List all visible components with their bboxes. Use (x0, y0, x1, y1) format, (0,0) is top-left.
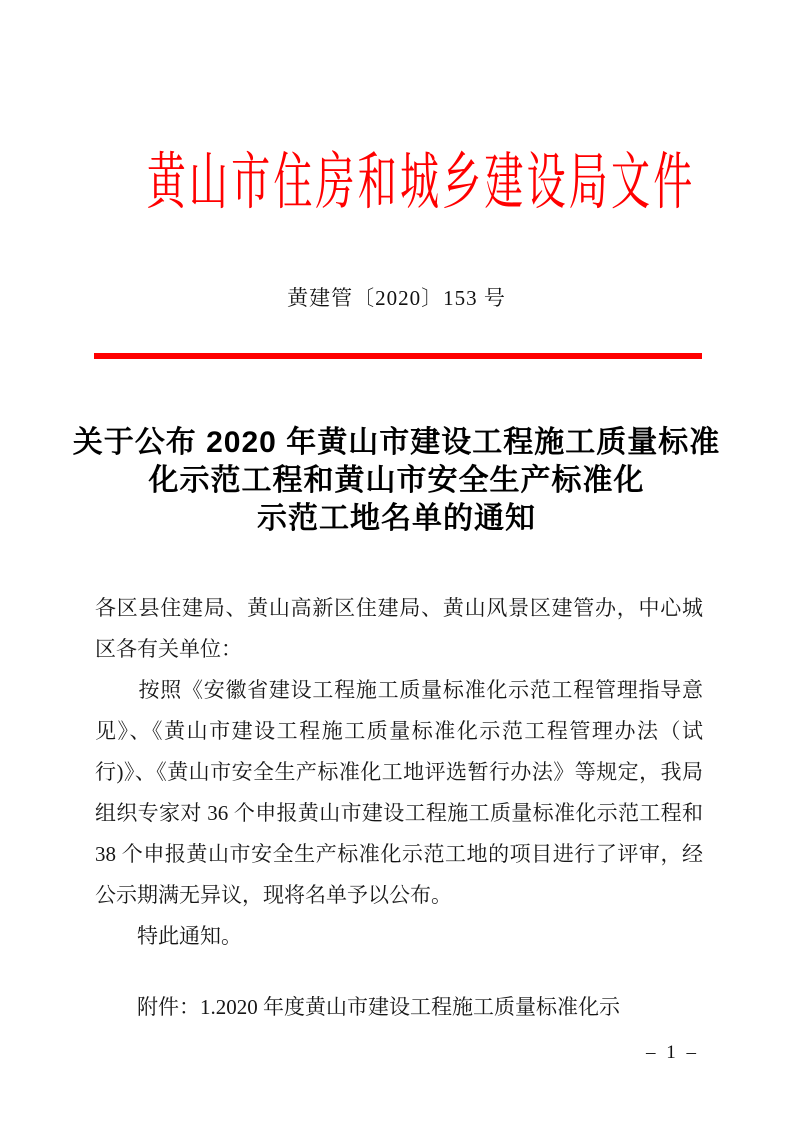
body-line: 区各有关单位： (95, 637, 242, 661)
notice-title-line-1: 关于公布 2020 年黄山市建设工程施工质量标准 (72, 426, 721, 459)
red-separator-rule (94, 353, 702, 359)
body-line: 公示期满无异议，现将名单予以公布。 (95, 883, 452, 907)
body-line: 38 个申报黄山市安全生产标准化示范工地的项目进行了评审，经 (95, 842, 703, 866)
body-line: 各区县住建局、黄山高新区住建局、黄山风景区建管办，中心城 (95, 596, 703, 620)
body-line: 特此通知。 (95, 924, 242, 948)
body-line: 组织专家对 36 个申报黄山市建设工程施工质量标准化示范工程和 (95, 801, 703, 825)
document-number: 黄建管〔2020〕153 号 (287, 286, 506, 310)
body-line: 按照《安徽省建设工程施工质量标准化示范工程管理指导意 (95, 678, 703, 702)
body-line: 行)》、《黄山市安全生产标准化工地评选暂行办法》等规定，我局 (95, 760, 703, 784)
agency-header-title: 黄山市住房和城乡建设局文件 (146, 149, 696, 217)
body-line attachment-reference-line: 附件：1.2020 年度黄山市建设工程施工质量标准化示 (95, 995, 620, 1019)
notice-title (0, 424, 793, 538)
notice-title-line-2: 化示范工程和黄山市安全生产标准化 (148, 464, 645, 497)
page-number: – 1 – (646, 1042, 699, 1063)
notice-title-line-3: 示范工地名单的通知 (257, 502, 536, 535)
body-line: 见》、《黄山市建设工程施工质量标准化示范工程管理办法（试 (95, 719, 703, 743)
notice-body (95, 588, 703, 1028)
